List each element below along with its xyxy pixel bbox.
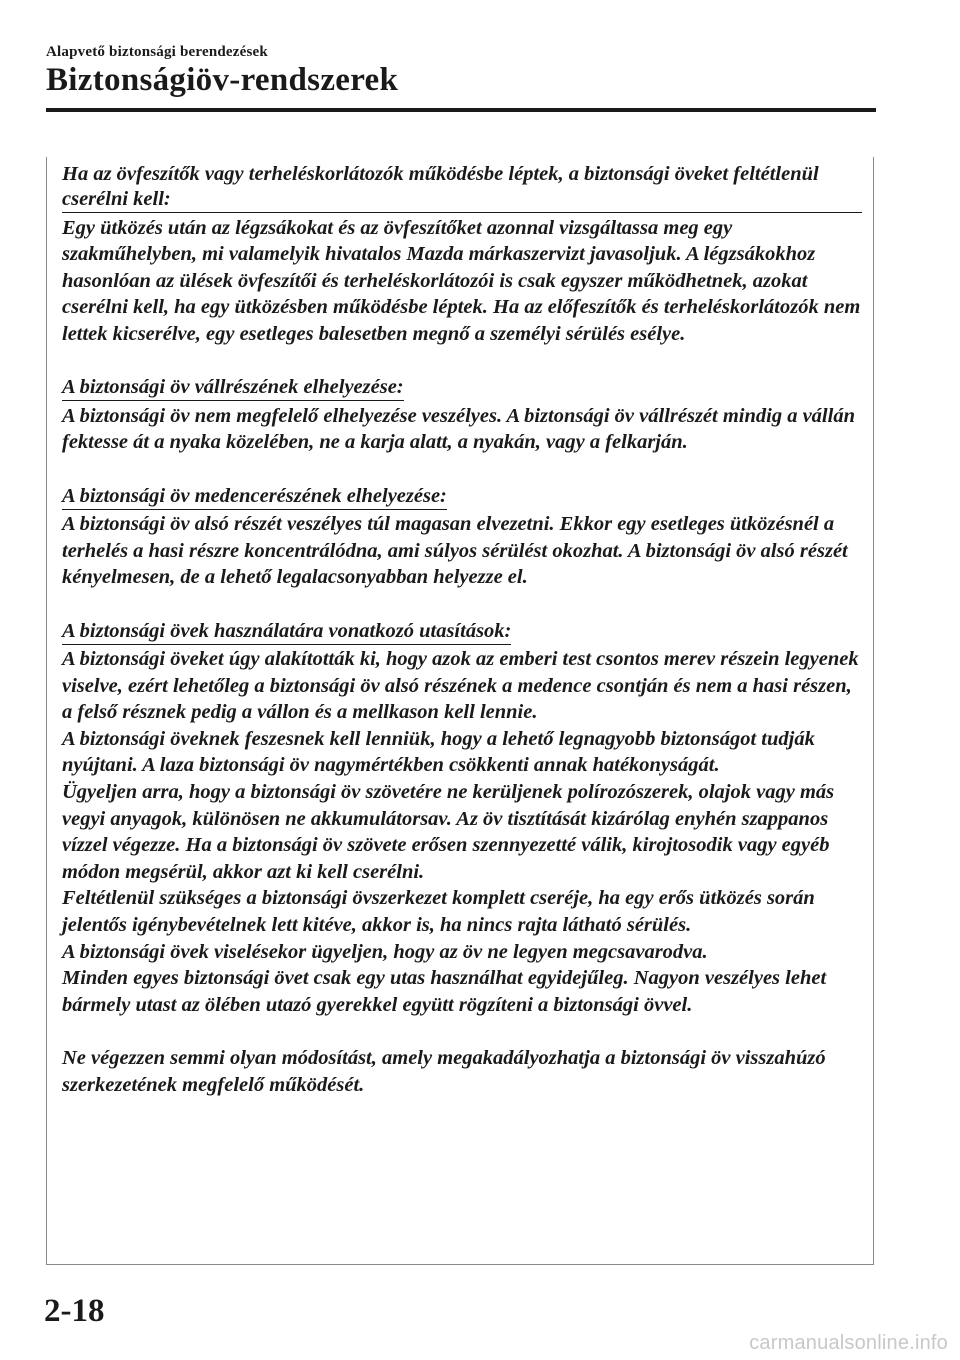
watermark: carmanualsonline.info	[749, 1332, 948, 1354]
section-heading: A biztonsági övek használatára vonatkozó utasítások:	[62, 619, 511, 645]
header-rule	[46, 108, 876, 112]
page-number: 2-18	[44, 1293, 105, 1329]
section-heading: A biztonsági öv medencerészének elhelyezése:	[62, 484, 447, 510]
paragraph: Ne végezzen semmi olyan módosítást, amely megakadályozhatja a biztonsági öv visszahúzó szerkezetének megfelelő működését.	[62, 1047, 826, 1096]
paragraph: Feltétlenül szükséges a biztonsági övszerkezet komplett cseréje, ha egy erős ütközés során jelentős igénybevételnek lett kitéve, akkor is, ha nincs rajta látható sérülés.	[62, 887, 815, 937]
paragraph: A biztonsági öv alsó részét veszélyes túl magasan elvezetni. Ekkor egy esetleges ütközésnél a terhelés a hasi részre koncentrálódna, ami súlyos sérülést okozhat. A biztonsági öv alsó részét kényelmesen, de a lehető legalacsonyabban helyezze el.	[62, 513, 848, 589]
warning-section	[62, 162, 862, 348]
warning-section	[62, 483, 862, 591]
paragraph: Ügyeljen arra, hogy a biztonsági öv szövetére ne kerüljenek polírozószerek, olajok vagy más vegyi anyagok, különösen ne akkumulátorsav. Az öv tisztítását kizárólag enyhén szappanos vízzel végezze. Ha a biztonsági öv szövete erősen szennyezetté válik, kirojtosodik vagy egyéb módon megsérül, akkor azt ki kell cserélni.	[62, 781, 835, 883]
warning-content	[62, 162, 862, 1098]
warning-section	[62, 1045, 862, 1098]
paragraph: A biztonsági öveket úgy alakították ki, hogy azok az emberi test csontos merev részein legyenek viselve, ezért lehetőleg a biztonsági öv alsó részének a medence csontján és nem a hasi részen, a felső résznek pedig a vállon és a mellkason kell lennie.	[62, 648, 859, 724]
warning-section	[62, 374, 862, 456]
section-label: Alapvető biztonsági berendezések	[46, 44, 268, 60]
section-heading: Ha az övfeszítők vagy terheléskorlátozók működésbe léptek, a biztonsági öveket feltétlenül cserélni kell:	[62, 162, 862, 213]
paragraph: A biztonsági öveknek feszesnek kell lenniük, hogy a lehető legnagyobb biztonságot tudják nyújtani. A laza biztonsági öv nagymértékben csökkenti annak hatékonyságát.	[62, 727, 815, 777]
paragraph: A biztonsági övek viselésekor ügyeljen, hogy az öv ne legyen megcsavarodva.	[62, 940, 708, 963]
paragraph: A biztonsági öv nem megfelelő elhelyezése veszélyes. A biztonsági öv vállrészét mindig a vállán fektesse át a nyaka közelében, ne a karja alatt, a nyakán, vagy a felkarján.	[62, 404, 855, 454]
section-heading: A biztonsági öv vállrészének elhelyezése:	[62, 375, 404, 401]
warning-section	[62, 618, 862, 1019]
paragraph: Egy ütközés után az légzsákokat és az övfeszítőket azonnal vizsgáltassa meg egy szakműhelyben, mi valamelyik hivatalos Mazda márkaszervizt javasoljuk. A légzsákokhoz hasonlóan az ülések övfeszítői és terheléskorlátozói is csak egyszer működhetnek, azokat cserélni kell, ha egy ütközésben működésbe léptek. Ha az előfeszítők és terheléskorlátozók nem lettek kicserélve, egy esetleges balesetben megnő a személyi sérülés esélye.	[62, 216, 861, 345]
page-title: Biztonságiöv-rendszerek	[46, 62, 399, 98]
paragraph: Minden egyes biztonsági övet csak egy utas használhat egyidejűleg. Nagyon veszélyes lehet bármely utast az ölében utazó gyerekkel együtt rögzíteni a biztonsági övvel.	[62, 967, 827, 1016]
